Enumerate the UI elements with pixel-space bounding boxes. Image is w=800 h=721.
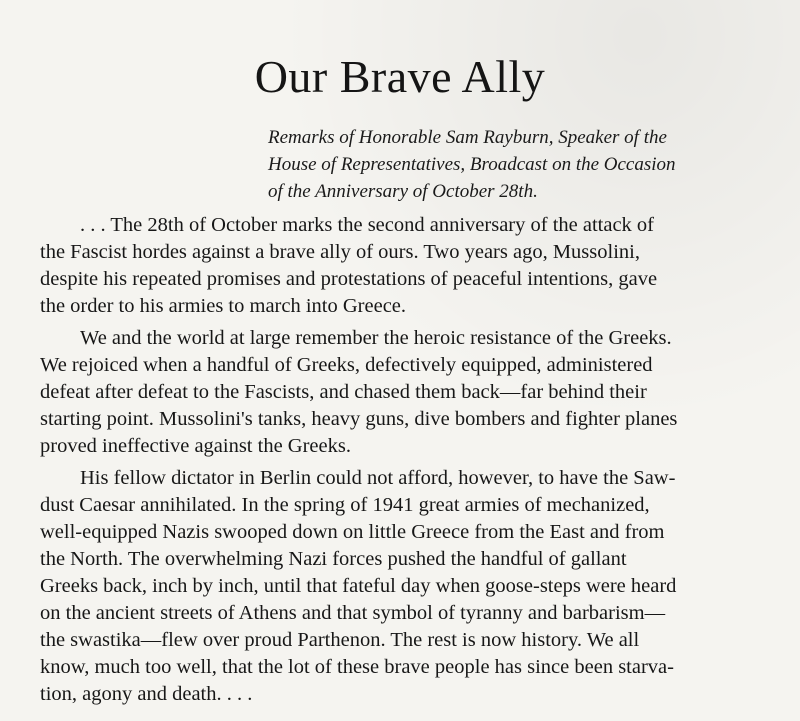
text-line: His fellow dictator in Berlin could not afford, however, to have the Saw- — [80, 467, 676, 489]
text-line: the Fascist hordes against a brave ally of ours. Two years ago, Mussolini, — [40, 241, 640, 263]
text-line: . . . The 28th of October marks the second anniversary of the attack of — [80, 214, 654, 236]
subtitle — [268, 124, 798, 205]
text-line: proved ineffective against the Greeks. — [40, 435, 351, 457]
text-line: know, much too well, that the lot of these brave people has since been starva- — [40, 656, 674, 678]
text-line: well-equipped Nazis swooped down on little Greece from the East and from — [40, 521, 665, 543]
paragraph-3 — [40, 465, 800, 708]
subtitle-line: of the Anniversary of October 28th. — [268, 181, 538, 202]
text-line: on the ancient streets of Athens and that symbol of tyranny and barbarism— — [40, 602, 666, 624]
page-title: Our Brave Ally — [254, 51, 546, 102]
text-line: Greeks back, inch by inch, until that fateful day when goose-steps were heard — [40, 575, 677, 597]
text-line: dust Caesar annihilated. In the spring of 1941 great armies of mechanized, — [40, 494, 650, 516]
text-line: We and the world at large remember the heroic resistance of the Greeks. — [80, 327, 672, 349]
text-line: defeat after defeat to the Fascists, and chased them back—far behind their — [40, 381, 647, 403]
body-text — [40, 212, 800, 708]
subtitle-line: House of Representatives, Broadcast on the Occasion — [268, 154, 676, 175]
text-line: We rejoiced when a handful of Greeks, defectively equipped, administered — [40, 354, 653, 376]
text-line: the North. The overwhelming Nazi forces pushed the handful of gallant — [40, 548, 627, 570]
paragraph-1 — [40, 212, 800, 320]
text-line: despite his repeated promises and protestations of peaceful intentions, gave — [40, 268, 658, 290]
text-line: starting point. Mussolini's tanks, heavy guns, dive bombers and fighter planes — [40, 408, 678, 430]
text-line: the swastika—flew over proud Parthenon. The rest is now history. We all — [40, 629, 640, 651]
subtitle-line: Remarks of Honorable Sam Rayburn, Speaker of the — [268, 127, 667, 148]
text-line: tion, agony and death. . . . — [40, 683, 253, 705]
paragraph-2 — [40, 325, 800, 460]
text-line: the order to his armies to march into Greece. — [40, 295, 407, 317]
